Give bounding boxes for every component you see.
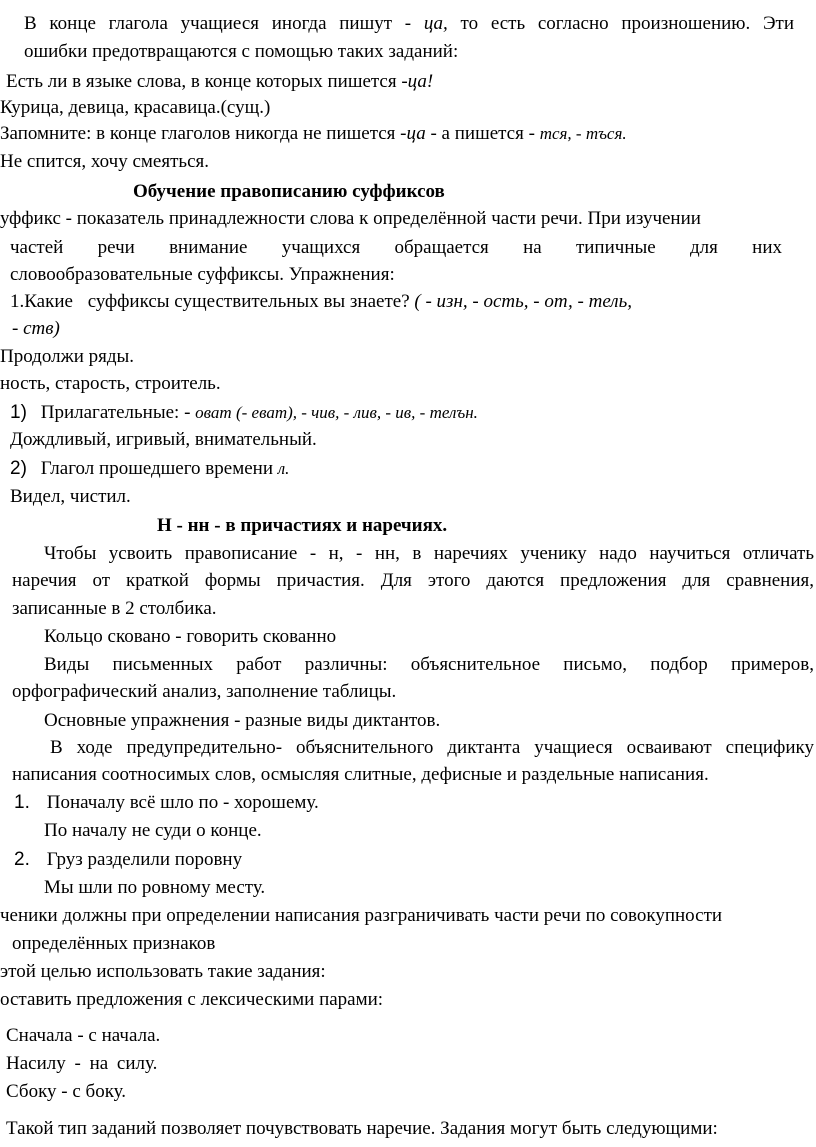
paragraph-line — [12, 736, 814, 760]
text: Есть ли в языке слова, в конце которых пишется - — [6, 71, 408, 92]
paragraph-line: орфографический анализ, заполнение таблицы. — [12, 681, 397, 702]
paragraph-line — [10, 290, 632, 314]
paragraph-line: Сбоку - с боку. — [6, 1081, 127, 1102]
italic-suffix-list: оват (- еват), - чив, - лив, - ив, - телън. — [195, 403, 478, 422]
paragraph-line: этой целью использовать такие задания: — [0, 961, 326, 982]
paragraph-line — [12, 653, 814, 677]
paragraph-line: ность, старость, строитель. — [0, 373, 221, 394]
list-number: 1) — [10, 402, 27, 423]
italic-suffix: л. — [277, 459, 290, 478]
text: Запомните: в конце глаголов никогда не пишется - — [0, 123, 407, 144]
list-item — [14, 848, 242, 872]
italic-suffix: ца! — [407, 71, 434, 92]
list-number: 2. — [14, 849, 30, 870]
text: Глагол прошедшего времени — [40, 458, 273, 479]
italic-suffix: ца, — [423, 13, 448, 34]
section-heading: Н - нн - в причастиях и наречиях. — [157, 515, 448, 536]
paragraph-line: Курица, девица, красавица.(сущ.) — [0, 97, 271, 118]
paragraph-line — [0, 122, 627, 146]
list-item — [14, 791, 319, 815]
text: суффиксы существительных вы знаете? — [87, 291, 410, 312]
paragraph-line: оставить предложения с лексическими парами: — [0, 989, 384, 1010]
text: - а пишется - — [430, 123, 535, 144]
text: Прилагательные: - — [40, 402, 191, 423]
paragraph-line: Основные упражнения - разные виды диктантов. — [44, 710, 441, 731]
paragraph-line: Такой тип заданий позволяет почувствовать наречие. Задания могут быть следующими: — [6, 1118, 718, 1139]
paragraph-line: Сначала - с начала. — [6, 1025, 161, 1046]
paragraph-line — [6, 70, 433, 94]
paragraph-line: Насилу - на силу. — [6, 1053, 158, 1074]
list-item — [10, 457, 289, 481]
justified-text: Чтобы усвоить правописание - н, - нн, в наречиях ученику надо научиться отличать — [44, 543, 814, 564]
text: Груз разделили поровну — [46, 849, 243, 870]
paragraph-line — [24, 12, 794, 36]
paragraph-line: ченики должны при определении написания разграничивать части речи по совокупности — [0, 905, 723, 926]
paragraph-line: Мы шли по ровному месту. — [44, 877, 266, 898]
justified-text: наречия от краткой формы причастия. Для этого даются предложения для сравнения, — [12, 570, 814, 591]
paragraph-line: По началу не суди о конце. — [44, 820, 262, 841]
paragraph-line: - ств) — [12, 318, 60, 339]
justified-text: частей речи внимание учащихся обращается на типичные для них — [10, 237, 782, 258]
justified-text: Виды письменных работ различны: объяснительное письмо, подбор примеров, — [44, 654, 814, 675]
text: 1.Какие — [10, 291, 73, 312]
paragraph-line: записанные в 2 столбика. — [12, 598, 217, 619]
text: Поначалу всё шло по - хорошему. — [46, 792, 319, 813]
italic-suffix: ца — [406, 123, 426, 144]
justified-text: В ходе предупредительно- объяснительного диктанта учащиеся осваивают специфику — [50, 737, 814, 758]
paragraph-line: написания соотносимых слов, осмысляя слитные, дефисные и раздельные написания. — [12, 764, 709, 785]
text: то есть согласно произношению. Эти — [460, 13, 794, 34]
paragraph-line: Видел, чистил. — [10, 486, 131, 507]
paragraph-line: уффикс - показатель принадлежности слова к определённой части речи. При изучении — [0, 208, 701, 229]
paragraph-line: Кольцо сковано - говорить скованно — [44, 626, 337, 647]
list-number: 2) — [10, 458, 27, 479]
italic-suffix-list: ( - изн, - ость, - от, - тель, — [414, 291, 632, 312]
paragraph-line: Дождливый, игривый, внимательный. — [10, 429, 317, 450]
paragraph-line — [10, 236, 782, 260]
section-heading: Обучение правописанию суффиксов — [133, 181, 445, 202]
text: В конце глагола учащиеся иногда пишут - — [24, 13, 412, 34]
paragraph-line: ошибки предотвращаются с помощью таких заданий: — [24, 41, 459, 62]
list-item — [10, 401, 478, 425]
paragraph-line: Не спится, хочу смеяться. — [0, 151, 209, 172]
paragraph-line — [12, 542, 814, 566]
list-number: 1. — [14, 792, 30, 813]
paragraph-line: Продолжи ряды. — [0, 346, 135, 367]
paragraph-line — [12, 569, 814, 593]
italic-suffix: тся, - тъся. — [539, 124, 627, 143]
paragraph-line: словообразовательные суффиксы. Упражнения: — [10, 264, 395, 285]
paragraph-line: определённых признаков — [12, 933, 216, 954]
